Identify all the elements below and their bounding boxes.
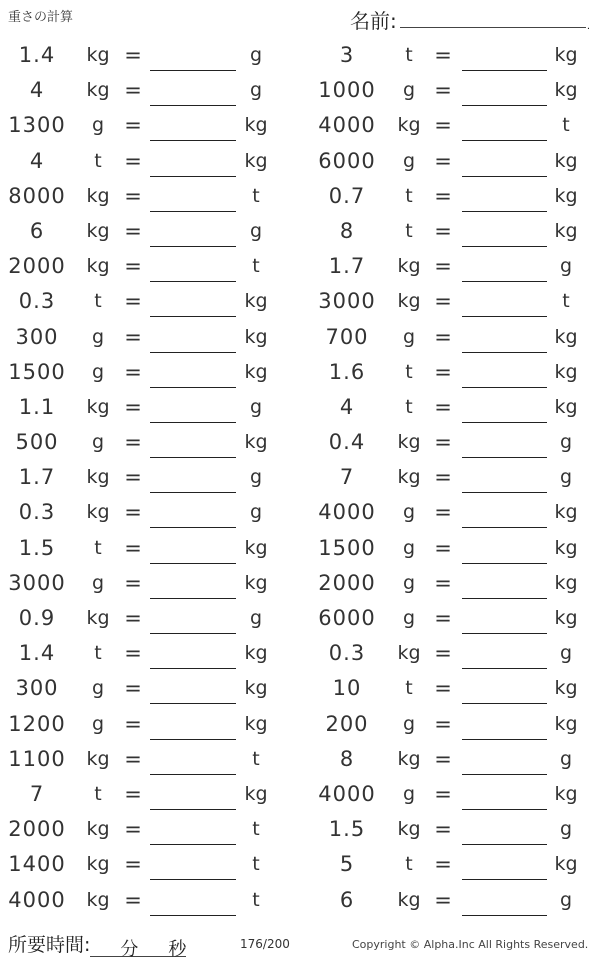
right-answer-blank[interactable]	[462, 281, 547, 282]
left-problem-unit: kg	[86, 44, 110, 66]
right-problem-value: 1.6	[328, 359, 366, 384]
left-equals-sign: =	[124, 606, 142, 630]
right-answer-blank[interactable]	[462, 70, 547, 71]
left-problem-unit: kg	[86, 219, 110, 242]
left-answer-blank[interactable]	[150, 316, 236, 317]
time-label: 所要時間:	[8, 934, 91, 956]
right-equals-sign: =	[434, 641, 452, 666]
left-answer-blank[interactable]	[150, 140, 236, 141]
left-problem-value: 4000	[8, 887, 66, 912]
right-answer-blank[interactable]	[462, 211, 547, 212]
left-answer-blank[interactable]	[150, 105, 236, 106]
right-problem-value: 4000	[318, 500, 376, 525]
left-problem-unit: kg	[86, 466, 110, 489]
right-target-unit: g	[559, 747, 573, 770]
name-label: 名前:	[350, 9, 397, 33]
problem-row	[0, 427, 600, 462]
left-problem-value: 4	[29, 78, 45, 103]
left-target-unit: kg	[244, 149, 268, 172]
problem-row	[0, 744, 600, 779]
left-target-unit: kg	[244, 360, 268, 383]
left-problem-value: 3000	[8, 570, 66, 595]
left-answer-blank[interactable]	[150, 879, 236, 880]
right-problem-value: 3	[339, 43, 355, 67]
problem-row	[0, 814, 600, 849]
left-problem-unit: kg	[86, 184, 110, 207]
left-problem-unit: g	[91, 431, 105, 454]
left-target-unit: g	[249, 219, 263, 242]
right-problem-unit: g	[402, 501, 416, 524]
problem-row	[0, 709, 600, 744]
problem-row	[0, 392, 600, 427]
right-answer-blank[interactable]	[462, 105, 547, 106]
left-problem-value: 300	[15, 324, 59, 349]
left-target-unit: kg	[244, 536, 268, 559]
right-problem-value: 700	[325, 324, 369, 349]
left-equals-sign: =	[124, 746, 142, 771]
left-answer-blank[interactable]	[150, 281, 236, 282]
left-problem-unit: kg	[86, 607, 110, 629]
right-equals-sign: =	[434, 570, 452, 595]
left-problem-value: 1300	[8, 113, 66, 138]
left-problem-unit: kg	[86, 747, 110, 770]
right-equals-sign: =	[434, 887, 452, 912]
right-problem-unit: kg	[397, 747, 421, 770]
left-equals-sign: =	[124, 148, 142, 173]
left-target-unit: kg	[244, 642, 268, 665]
problem-row	[0, 568, 600, 603]
right-equals-sign: =	[434, 465, 452, 490]
right-equals-sign: =	[434, 746, 452, 771]
right-problem-value: 6	[339, 887, 355, 912]
right-problem-value: 7	[339, 465, 355, 490]
right-answer-blank[interactable]	[462, 844, 547, 845]
left-target-unit: kg	[244, 325, 268, 348]
right-problem-unit: g	[402, 536, 416, 559]
left-problem-unit: g	[91, 360, 105, 383]
left-target-unit: t	[252, 853, 260, 876]
left-answer-blank[interactable]	[150, 492, 236, 493]
problem-row	[0, 603, 600, 638]
left-answer-blank[interactable]	[150, 598, 236, 599]
left-target-unit: g	[249, 395, 263, 418]
left-problem-value: 2000	[8, 817, 66, 842]
left-equals-sign: =	[124, 254, 142, 279]
right-problem-unit: kg	[397, 642, 421, 665]
left-problem-value: 300	[15, 676, 59, 701]
page-number: 176/200	[240, 937, 290, 951]
left-answer-blank[interactable]	[150, 563, 236, 564]
right-problem-unit: t	[405, 853, 413, 876]
left-target-unit: t	[252, 747, 260, 770]
right-problem-unit: g	[402, 782, 416, 805]
left-equals-sign: =	[124, 465, 142, 490]
left-problem-unit: t	[94, 149, 102, 172]
problem-row	[0, 216, 600, 251]
left-problem-value: 8000	[8, 183, 66, 208]
left-answer-blank[interactable]	[150, 633, 236, 634]
left-problem-value: 0.9	[18, 606, 56, 630]
right-equals-sign: =	[434, 254, 452, 279]
problem-row	[0, 779, 600, 814]
left-target-unit: g	[249, 607, 263, 629]
seconds-label: 秒	[168, 939, 187, 960]
right-problem-unit: t	[405, 395, 413, 418]
left-target-unit: kg	[244, 712, 268, 735]
right-answer-blank[interactable]	[462, 316, 547, 317]
right-equals-sign: =	[434, 43, 452, 67]
right-problem-value: 0.4	[328, 430, 366, 455]
right-problem-unit: t	[405, 677, 413, 700]
right-answer-blank[interactable]	[462, 246, 547, 247]
left-problem-unit: t	[94, 536, 102, 559]
right-target-unit: g	[559, 255, 573, 278]
right-problem-value: 1000	[318, 78, 376, 103]
right-answer-blank[interactable]	[462, 563, 547, 564]
right-problem-unit: kg	[397, 255, 421, 278]
left-target-unit: g	[249, 501, 263, 524]
right-target-unit: g	[559, 431, 573, 454]
right-answer-blank[interactable]	[462, 774, 547, 775]
right-problem-value: 2000	[318, 570, 376, 595]
right-target-unit: kg	[554, 44, 578, 66]
right-target-unit: kg	[554, 149, 578, 172]
right-problem-unit: g	[402, 79, 416, 102]
left-answer-blank[interactable]	[150, 774, 236, 775]
left-problem-unit: kg	[86, 818, 110, 841]
right-problem-unit: kg	[397, 114, 421, 137]
left-problem-value: 1.4	[18, 43, 56, 67]
problem-row	[0, 286, 600, 321]
left-answer-blank[interactable]	[150, 352, 236, 353]
right-target-unit: g	[559, 466, 573, 489]
left-problem-value: 1.5	[18, 535, 56, 560]
left-problem-value: 0.3	[18, 289, 56, 314]
right-problem-value: 1.5	[328, 817, 366, 842]
right-target-unit: g	[559, 642, 573, 665]
name-field	[350, 5, 590, 31]
left-answer-blank[interactable]	[150, 387, 236, 388]
problem-row	[0, 849, 600, 884]
problem-row	[0, 110, 600, 145]
left-problem-value: 2000	[8, 254, 66, 279]
left-target-unit: t	[252, 818, 260, 841]
left-problem-value: 1400	[8, 852, 66, 877]
left-problem-unit: g	[91, 677, 105, 700]
left-answer-blank[interactable]	[150, 809, 236, 810]
left-target-unit: kg	[244, 782, 268, 805]
right-answer-blank[interactable]	[462, 492, 547, 493]
right-problem-value: 10	[332, 676, 362, 701]
right-equals-sign: =	[434, 218, 452, 243]
left-answer-blank[interactable]	[150, 739, 236, 740]
left-problem-unit: g	[91, 114, 105, 137]
right-equals-sign: =	[434, 711, 452, 736]
problem-row	[0, 462, 600, 497]
left-equals-sign: =	[124, 535, 142, 560]
right-target-unit: kg	[554, 184, 578, 207]
left-answer-blank[interactable]	[150, 246, 236, 247]
right-target-unit: kg	[554, 219, 578, 242]
right-equals-sign: =	[434, 183, 452, 208]
right-answer-blank[interactable]	[462, 140, 547, 141]
left-answer-blank[interactable]	[150, 211, 236, 212]
right-answer-blank[interactable]	[462, 809, 547, 810]
problem-row	[0, 885, 600, 920]
left-problem-value: 500	[15, 430, 59, 455]
left-problem-unit: kg	[86, 501, 110, 524]
right-target-unit: kg	[554, 79, 578, 102]
right-answer-blank[interactable]	[462, 739, 547, 740]
copyright: Copyright © Alpha.Inc All Rights Reserved.	[352, 938, 589, 951]
right-problem-unit: g	[402, 571, 416, 594]
right-answer-blank[interactable]	[462, 598, 547, 599]
right-target-unit: kg	[554, 853, 578, 876]
left-equals-sign: =	[124, 887, 142, 912]
right-answer-blank[interactable]	[462, 457, 547, 458]
left-equals-sign: =	[124, 78, 142, 103]
right-target-unit: kg	[554, 325, 578, 348]
name-line[interactable]	[400, 27, 586, 28]
problem-row	[0, 497, 600, 532]
left-answer-blank[interactable]	[150, 703, 236, 704]
left-problem-unit: g	[91, 571, 105, 594]
right-problem-value: 4000	[318, 781, 376, 806]
left-problem-unit: kg	[86, 395, 110, 418]
problem-row	[0, 146, 600, 181]
right-problem-unit: t	[405, 184, 413, 207]
right-equals-sign: =	[434, 817, 452, 842]
right-answer-blank[interactable]	[462, 527, 547, 528]
left-equals-sign: =	[124, 359, 142, 384]
left-target-unit: kg	[244, 677, 268, 700]
left-problem-value: 7	[29, 781, 45, 806]
left-answer-blank[interactable]	[150, 668, 236, 669]
right-answer-blank[interactable]	[462, 668, 547, 669]
right-answer-blank[interactable]	[462, 176, 547, 177]
minutes-label: 分	[120, 939, 139, 960]
left-equals-sign: =	[124, 570, 142, 595]
problem-row	[0, 181, 600, 216]
problem-row	[0, 322, 600, 357]
time-line[interactable]	[90, 938, 187, 960]
right-answer-blank[interactable]	[462, 352, 547, 353]
left-equals-sign: =	[124, 676, 142, 701]
left-problem-unit: kg	[86, 79, 110, 102]
right-equals-sign: =	[434, 359, 452, 384]
right-answer-blank[interactable]	[462, 915, 547, 916]
right-target-unit: t	[562, 114, 570, 137]
right-target-unit: kg	[554, 782, 578, 805]
left-problem-value: 1.1	[18, 394, 56, 419]
right-equals-sign: =	[434, 676, 452, 701]
left-answer-blank[interactable]	[150, 915, 236, 916]
right-equals-sign: =	[434, 606, 452, 630]
right-problem-value: 6000	[318, 606, 376, 630]
right-equals-sign: =	[434, 78, 452, 103]
worksheet-title: 重さの計算	[8, 10, 74, 25]
left-problem-unit: t	[94, 782, 102, 805]
right-equals-sign: =	[434, 500, 452, 525]
right-equals-sign: =	[434, 430, 452, 455]
left-equals-sign: =	[124, 852, 142, 877]
right-equals-sign: =	[434, 289, 452, 314]
left-answer-blank[interactable]	[150, 422, 236, 423]
right-problem-value: 4000	[318, 113, 376, 138]
problem-row	[0, 251, 600, 286]
right-target-unit: kg	[554, 571, 578, 594]
right-answer-blank[interactable]	[462, 387, 547, 388]
problem-row	[0, 357, 600, 392]
right-problem-unit: kg	[397, 466, 421, 489]
left-problem-unit: kg	[86, 853, 110, 876]
right-problem-value: 8	[339, 746, 355, 771]
left-equals-sign: =	[124, 289, 142, 314]
right-problem-unit: g	[402, 712, 416, 735]
left-answer-blank[interactable]	[150, 527, 236, 528]
left-equals-sign: =	[124, 711, 142, 736]
left-target-unit: g	[249, 44, 263, 66]
left-target-unit: g	[249, 79, 263, 102]
left-equals-sign: =	[124, 394, 142, 419]
left-answer-blank[interactable]	[150, 844, 236, 845]
problem-row	[0, 638, 600, 673]
right-problem-value: 5	[339, 852, 355, 877]
right-target-unit: t	[562, 290, 570, 313]
left-equals-sign: =	[124, 183, 142, 208]
right-answer-blank[interactable]	[462, 633, 547, 634]
left-problem-unit: g	[91, 325, 105, 348]
left-equals-sign: =	[124, 218, 142, 243]
right-equals-sign: =	[434, 535, 452, 560]
left-problem-unit: kg	[86, 888, 110, 911]
right-problem-value: 0.3	[328, 641, 366, 666]
right-equals-sign: =	[434, 852, 452, 877]
time-taken	[8, 930, 187, 960]
left-problem-value: 1200	[8, 711, 66, 736]
problem-row	[0, 533, 600, 568]
right-equals-sign: =	[434, 324, 452, 349]
left-answer-blank[interactable]	[150, 457, 236, 458]
right-problem-unit: kg	[397, 818, 421, 841]
right-answer-blank[interactable]	[462, 703, 547, 704]
right-problem-unit: kg	[397, 290, 421, 313]
left-target-unit: kg	[244, 114, 268, 137]
right-target-unit: g	[559, 888, 573, 911]
right-equals-sign: =	[434, 113, 452, 138]
left-target-unit: kg	[244, 290, 268, 313]
right-problem-value: 0.7	[328, 183, 366, 208]
left-problem-value: 1.4	[18, 641, 56, 666]
problem-row	[0, 40, 600, 75]
right-target-unit: g	[559, 818, 573, 841]
problem-row	[0, 673, 600, 708]
left-equals-sign: =	[124, 781, 142, 806]
left-problem-unit: t	[94, 642, 102, 665]
right-equals-sign: =	[434, 394, 452, 419]
right-answer-blank[interactable]	[462, 422, 547, 423]
right-problem-unit: kg	[397, 431, 421, 454]
left-target-unit: t	[252, 888, 260, 911]
right-problem-unit: t	[405, 219, 413, 242]
right-problem-value: 1.7	[328, 254, 366, 279]
right-problem-unit: t	[405, 44, 413, 66]
left-target-unit: t	[252, 255, 260, 278]
problem-list	[0, 40, 600, 920]
right-problem-unit: kg	[397, 888, 421, 911]
left-equals-sign: =	[124, 113, 142, 138]
left-problem-value: 4	[29, 148, 45, 173]
left-problem-unit: g	[91, 712, 105, 735]
left-equals-sign: =	[124, 324, 142, 349]
right-target-unit: kg	[554, 677, 578, 700]
left-equals-sign: =	[124, 817, 142, 842]
right-target-unit: kg	[554, 607, 578, 629]
left-equals-sign: =	[124, 500, 142, 525]
name-end-mark: .	[586, 21, 590, 32]
right-problem-value: 200	[325, 711, 369, 736]
left-answer-blank[interactable]	[150, 70, 236, 71]
left-equals-sign: =	[124, 430, 142, 455]
left-problem-unit: kg	[86, 255, 110, 278]
right-target-unit: kg	[554, 536, 578, 559]
right-problem-value: 1500	[318, 535, 376, 560]
left-answer-blank[interactable]	[150, 176, 236, 177]
right-target-unit: kg	[554, 712, 578, 735]
right-equals-sign: =	[434, 781, 452, 806]
left-problem-value: 1.7	[18, 465, 56, 490]
right-problem-unit: g	[402, 607, 416, 629]
right-target-unit: kg	[554, 501, 578, 524]
right-problem-unit: g	[402, 149, 416, 172]
problem-row	[0, 75, 600, 110]
left-equals-sign: =	[124, 43, 142, 67]
right-target-unit: kg	[554, 395, 578, 418]
left-target-unit: t	[252, 184, 260, 207]
right-problem-value: 6000	[318, 148, 376, 173]
right-answer-blank[interactable]	[462, 879, 547, 880]
left-problem-value: 1500	[8, 359, 66, 384]
right-problem-unit: g	[402, 325, 416, 348]
right-problem-value: 3000	[318, 289, 376, 314]
left-problem-value: 6	[29, 218, 45, 243]
left-target-unit: g	[249, 466, 263, 489]
right-problem-value: 4	[339, 394, 355, 419]
left-problem-value: 0.3	[18, 500, 56, 525]
right-target-unit: kg	[554, 360, 578, 383]
left-equals-sign: =	[124, 641, 142, 666]
left-problem-unit: t	[94, 290, 102, 313]
left-problem-value: 1100	[8, 746, 66, 771]
right-problem-value: 8	[339, 218, 355, 243]
right-equals-sign: =	[434, 148, 452, 173]
left-target-unit: kg	[244, 571, 268, 594]
right-problem-unit: t	[405, 360, 413, 383]
left-target-unit: kg	[244, 431, 268, 454]
